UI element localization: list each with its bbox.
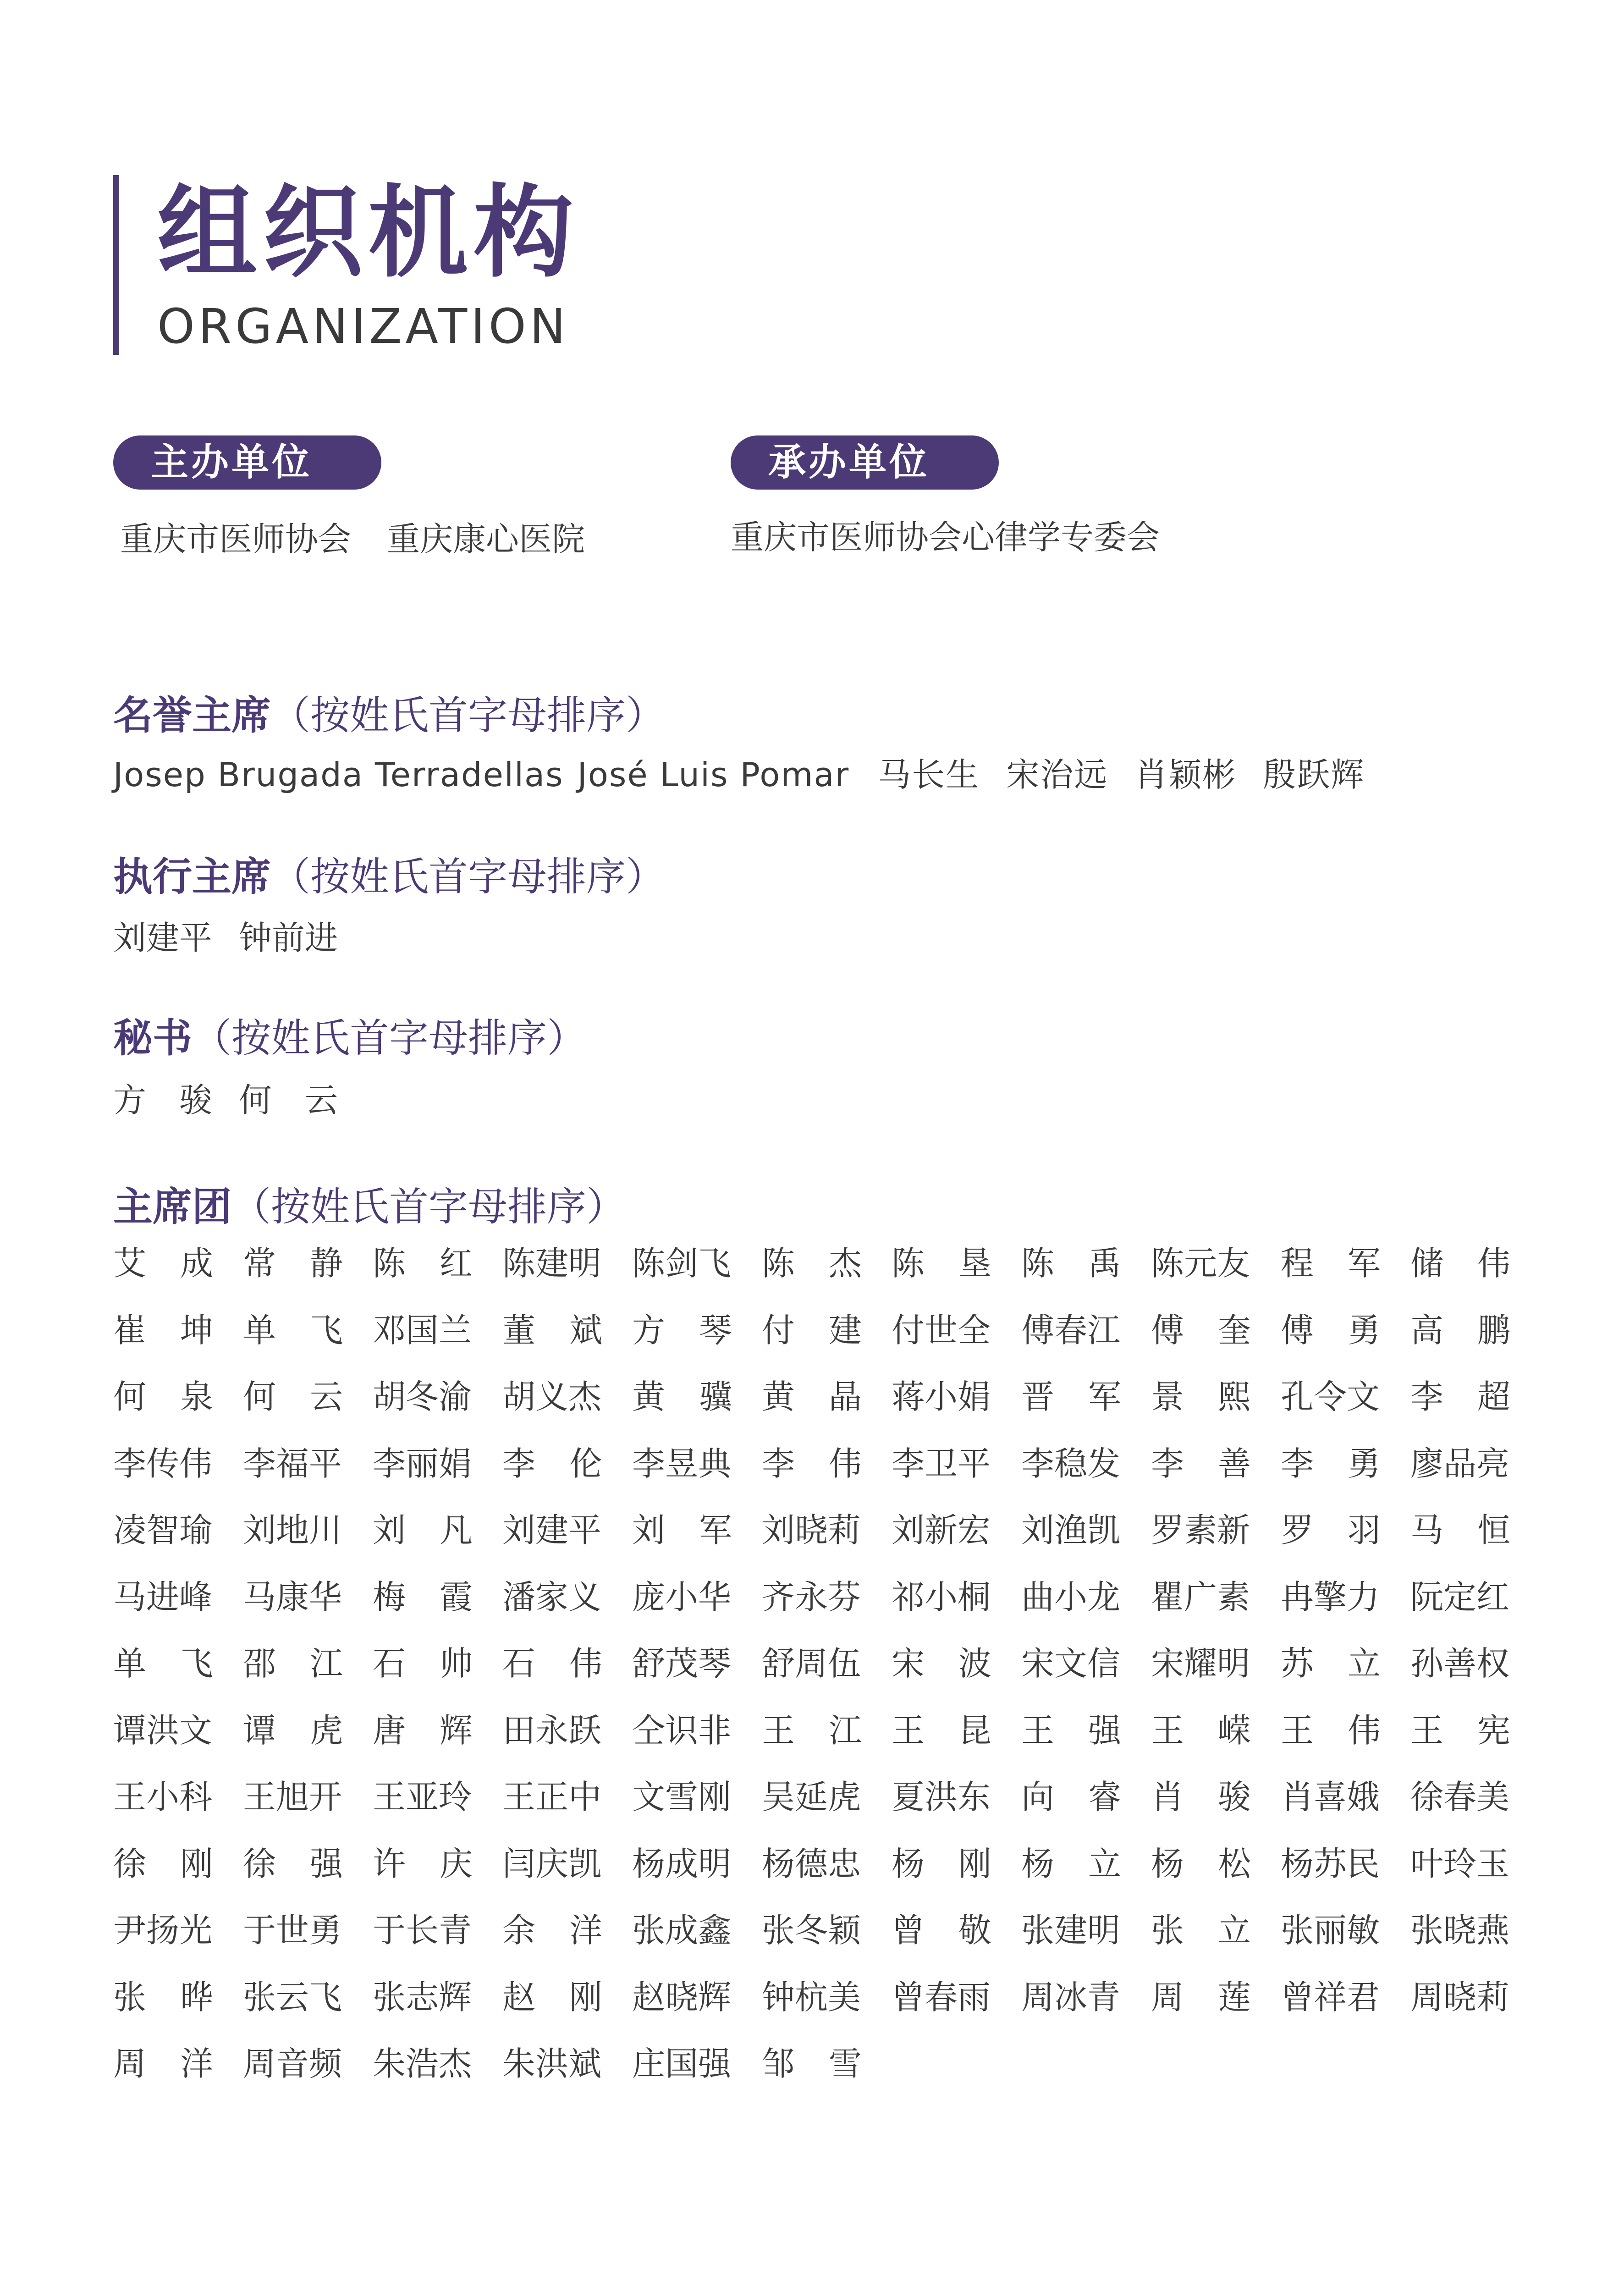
presidium-member-name [243,1844,343,1914]
presidium-member-name [1021,1711,1121,1781]
page-subtitle: ORGANIZATION [157,298,569,354]
name-char: 高 [1410,1311,1444,1350]
presidium-member-name [113,1644,213,1714]
presidium-member-name [1410,1377,1510,1447]
presidium-member-name: 赵晓辉 [632,1978,732,2017]
name-char: 储 [1410,1244,1444,1283]
name-char: 徐 [243,1844,276,1883]
name-char: 虎 [309,1711,343,1750]
name-char: 杰 [828,1244,862,1283]
presidium-member-name: 胡冬渝 [373,1377,472,1416]
name-char: 王 [1021,1711,1055,1750]
name-char: 江 [828,1711,862,1750]
presidium-member-name [373,1244,473,1314]
name-char: 晶 [828,1377,862,1416]
presidium-member-name [1021,1377,1121,1447]
executive-chair-name: 刘建平 [113,919,213,957]
name-char: 黄 [632,1377,666,1416]
presidium-member-name: 王小科 [113,1778,213,1816]
presidium-member-name: 蒋小娟 [892,1377,991,1416]
name-char: 睿 [1088,1778,1121,1816]
name-char: 程 [1281,1244,1314,1283]
presidium-member-name [762,1711,862,1781]
presidium-member-name: 廖品亮 [1410,1444,1510,1483]
name-char: 傅 [1281,1311,1314,1350]
name-char: 伦 [569,1444,602,1483]
presidium-member-name [762,1311,862,1381]
name-char: 禹 [1088,1244,1121,1283]
name-char: 江 [309,1644,343,1683]
presidium-member-name: 陈剑飞 [632,1244,732,1283]
presidium-member-name [892,1844,991,1914]
presidium-member-name: 李福平 [243,1444,342,1483]
name-char: 石 [502,1644,536,1683]
name-char: 伟 [828,1444,862,1483]
presidium-member-name [1281,1244,1381,1314]
presidium-member-name [1281,1311,1381,1381]
honorary-chair-name: 宋治远 [1006,755,1108,794]
presidium-member-name: 王亚玲 [373,1778,472,1816]
honorary-chairs-title: 名誉主席 [113,693,271,738]
presidium-member-name: 周音频 [243,2044,342,2083]
presidium-member-name [1281,1511,1381,1581]
name-char: 泉 [180,1377,213,1416]
presidium-member-name [762,1444,862,1514]
name-char: 斌 [569,1311,602,1350]
honorary-chair-name: Josep Brugada Terradellas [113,755,564,794]
name-char: 陈 [373,1244,406,1283]
name-char: 景 [1151,1377,1184,1416]
presidium-member-name: 王旭开 [243,1778,342,1816]
presidium-member-name: 刘建平 [502,1511,602,1549]
presidium-member-name [1021,1244,1121,1314]
name-char: 立 [1217,1911,1251,1950]
presidium-member-name: 张志辉 [373,1978,472,2017]
name-char: 宋 [892,1644,925,1683]
presidium-member-name [762,1377,862,1447]
name-char: 昆 [958,1711,991,1750]
presidium-member-name [892,1244,991,1314]
presidium-member-name: 李昱典 [632,1444,732,1483]
name-char: 洋 [569,1911,602,1950]
name-char: 陈 [1021,1244,1055,1283]
name-char: 伟 [1347,1711,1381,1750]
name-char: 王 [762,1711,795,1750]
name-char: 唐 [373,1711,406,1750]
presidium-member-name: 潘家义 [502,1577,602,1616]
presidium-member-name: 马康华 [243,1577,342,1616]
name-char: 波 [958,1644,991,1683]
name-char: 杨 [1151,1844,1184,1883]
presidium-member-name: 宋耀明 [1151,1644,1250,1683]
name-char: 坤 [180,1311,213,1350]
presidium-member-name: 肖喜娥 [1281,1778,1380,1816]
title-accent-bar [113,175,119,355]
name-char: 帅 [439,1644,473,1683]
presidium-member-name: 张丽敏 [1281,1911,1380,1950]
name-char: 琴 [699,1311,732,1350]
name-char: 崔 [113,1311,147,1350]
name-char: 庆 [439,1844,473,1883]
presidium-member-name: 杨德忠 [762,1844,861,1883]
presidium-member-name [632,1377,732,1447]
name-char: 王 [1410,1711,1444,1750]
executive-chairs-heading [113,854,665,900]
presidium-title: 主席团 [113,1184,231,1230]
name-char: 勇 [1347,1311,1381,1350]
name-char: 善 [1217,1444,1251,1483]
name-char: 曾 [892,1911,925,1950]
presidium-member-name: 文雪刚 [632,1778,732,1816]
name-char: 立 [1088,1844,1121,1883]
presidium-member-name: 李卫平 [892,1444,991,1483]
presidium-member-name [502,1444,602,1514]
name-char: 邹 [762,2044,795,2083]
presidium-member-name [373,1844,473,1914]
presidium-member-name [632,1511,732,1581]
honorary-chairs-list [113,755,1391,794]
presidium-member-name [113,1978,213,2048]
presidium-name-grid [113,1244,1525,2114]
name-char: 常 [243,1244,276,1283]
presidium-member-name: 曲小龙 [1021,1577,1121,1616]
secretaries-heading [113,1015,586,1061]
name-char: 强 [1088,1711,1121,1750]
presidium-member-name: 吴延虎 [762,1778,861,1816]
name-char: 羽 [1347,1511,1381,1549]
presidium-member-name [1151,1377,1251,1447]
presidium-member-name [243,1711,343,1781]
honorary-chair-name: 马长生 [878,755,980,794]
name-char: 肖 [1151,1778,1184,1816]
presidium-member-name: 刘渔凯 [1021,1511,1121,1549]
name-char: 赵 [502,1978,536,2017]
name-char: 王 [1151,1711,1184,1750]
presidium-member-name: 庄国强 [632,2044,732,2083]
name-char: 熙 [1217,1377,1251,1416]
presidium-member-name: 曾祥君 [1281,1978,1380,2017]
presidium-member-name: 舒周伍 [762,1644,861,1683]
presidium-member-name [632,1311,732,1381]
presidium-member-name: 陈元友 [1151,1244,1250,1283]
presidium-member-name: 张建明 [1021,1911,1121,1950]
name-char: 杨 [892,1844,925,1883]
presidium-member-name: 周冰青 [1021,1978,1121,2017]
presidium-member-name: 张云飞 [243,1978,342,2017]
name-char: 杨 [1021,1844,1055,1883]
presidium-member-name [502,1644,602,1714]
presidium-member-name: 李丽娟 [373,1444,472,1483]
name-char: 何 [113,1377,147,1416]
name-char: 垦 [958,1244,991,1283]
presidium-member-name: 王正中 [502,1778,602,1816]
name-char: 陈 [892,1244,925,1283]
name-char: 梅 [373,1577,406,1616]
name-char: 军 [699,1511,732,1549]
presidium-member-name: 杨成明 [632,1844,732,1883]
presidium-member-name [1281,1711,1381,1781]
presidium-member-name: 闫庆凯 [502,1844,602,1883]
presidium-member-name: 叶玲玉 [1410,1844,1510,1883]
presidium-member-name [502,1311,602,1381]
name-char: 飞 [309,1311,343,1350]
host-unit-badge: 主办单位 [113,435,381,490]
name-char: 李 [1410,1377,1444,1416]
presidium-member-name [892,1711,991,1781]
presidium-member-name: 于世勇 [243,1911,342,1950]
secretaries-note: （按姓氏首字母排序） [192,1015,586,1061]
name-char: 苏 [1281,1644,1314,1683]
executive-chairs-note: （按姓氏首字母排序） [271,854,665,900]
name-char: 洋 [180,2044,213,2083]
name-char: 勇 [1347,1444,1381,1483]
host-unit-1: 重庆市医师协会 [120,520,352,558]
presidium-member-name [113,1244,213,1314]
name-char: 王 [892,1711,925,1750]
presidium-member-name: 宋文信 [1021,1644,1121,1683]
name-char: 艾 [113,1244,147,1283]
name-char: 军 [1347,1244,1381,1283]
name-char: 松 [1217,1844,1251,1883]
presidium-member-name [1410,1711,1510,1781]
name-char: 李 [1151,1444,1184,1483]
presidium-member-name [1151,1711,1251,1781]
presidium-member-name [1021,1844,1121,1914]
name-char: 宪 [1477,1711,1510,1750]
presidium-member-name [502,1911,602,1981]
name-char: 张 [113,1978,147,2017]
name-char: 谭 [243,1711,276,1750]
presidium-member-name [1281,1644,1381,1714]
name-char: 骏 [1217,1778,1251,1816]
presidium-member-name [892,1911,991,1981]
name-char: 雪 [828,2044,862,2083]
organizer-unit-list [731,518,1160,556]
honorary-chair-name: José Luis Pomar [577,755,850,794]
name-char: 李 [502,1444,536,1483]
presidium-member-name: 舒茂琴 [632,1644,732,1683]
presidium-member-name: 李稳发 [1021,1444,1121,1483]
presidium-member-name [1151,1444,1251,1514]
presidium-member-name [243,1311,343,1381]
presidium-member-name [243,1644,343,1714]
name-char: 余 [502,1911,536,1950]
presidium-member-name [373,1511,473,1581]
name-char: 建 [828,1311,862,1350]
name-char: 方 [632,1311,666,1350]
name-char: 鹏 [1477,1311,1510,1350]
page-title: 组织机构 [157,175,579,291]
secretary-name: 方 骏 [113,1081,213,1119]
presidium-heading [113,1184,626,1230]
executive-chairs-list [113,919,364,957]
name-char: 刚 [180,1844,213,1883]
presidium-member-name [243,1244,343,1314]
name-char: 马 [1410,1511,1444,1549]
name-char: 云 [309,1377,343,1416]
presidium-member-name [243,1377,343,1447]
secretaries-list [113,1081,364,1119]
organizer-unit-1: 重庆市医师协会心律学专委会 [731,518,1160,556]
presidium-member-name: 谭洪文 [113,1711,213,1750]
presidium-member-name: 尹扬光 [113,1911,213,1950]
presidium-member-name: 胡义杰 [502,1377,602,1416]
name-char: 恒 [1477,1511,1510,1549]
name-char: 陈 [762,1244,795,1283]
honorary-chairs-note: （按姓氏首字母排序） [271,693,665,738]
presidium-member-name: 张晓燕 [1410,1911,1510,1950]
presidium-member-name: 张冬颖 [762,1911,861,1950]
presidium-member-name [1021,1780,1121,1847]
presidium-member-name: 齐永芬 [762,1577,861,1616]
presidium-member-name: 孙善权 [1410,1644,1510,1683]
presidium-note: （按姓氏首字母排序） [231,1184,626,1230]
presidium-member-name: 仝识非 [632,1711,732,1750]
name-char: 立 [1347,1644,1381,1683]
name-char: 罗 [1281,1511,1314,1549]
name-char: 强 [309,1844,343,1883]
presidium-member-name: 刘地川 [243,1511,342,1549]
name-char: 邵 [243,1644,276,1683]
name-char: 刘 [373,1511,406,1549]
presidium-member-name: 刘晓莉 [762,1511,861,1549]
presidium-member-name: 钟杭美 [762,1978,861,2017]
presidium-member-name: 杨苏民 [1281,1844,1380,1883]
presidium-member-name: 庞小华 [632,1577,732,1616]
presidium-member-name: 马进峰 [113,1577,213,1616]
presidium-member-name: 李传伟 [113,1444,213,1483]
presidium-member-name [1410,1311,1510,1381]
presidium-member-name: 傅春江 [1021,1311,1121,1350]
executive-chair-name: 钟前进 [239,919,338,957]
name-char: 许 [373,1844,406,1883]
honorary-chairs-heading [113,693,665,738]
name-char: 刘 [632,1511,666,1549]
name-char: 周 [1151,1978,1184,2017]
name-char: 嵘 [1217,1711,1251,1750]
presidium-member-name: 田永跃 [502,1711,602,1750]
presidium-member-name: 孔令文 [1281,1377,1380,1416]
name-char: 单 [113,1644,147,1683]
presidium-member-name: 邓国兰 [373,1311,472,1350]
name-char: 莲 [1217,1978,1251,2017]
presidium-member-name [892,1644,991,1714]
name-char: 敬 [958,1911,991,1950]
presidium-member-name: 周晓莉 [1410,1978,1510,2017]
presidium-member-name: 冉擎力 [1281,1577,1380,1616]
name-char: 付 [762,1311,795,1350]
presidium-member-name: 凌智瑜 [113,1511,213,1549]
presidium-member-name: 朱洪斌 [502,2044,602,2083]
presidium-member-name: 瞿广素 [1151,1577,1250,1616]
name-char: 辉 [439,1711,473,1750]
presidium-member-name [373,1644,473,1714]
presidium-member-name [1410,1244,1510,1314]
presidium-member-name: 陈建明 [502,1244,602,1283]
name-char: 何 [243,1377,276,1416]
name-char: 飞 [180,1644,213,1683]
name-char: 刚 [569,1978,602,2017]
presidium-member-name [113,2044,213,2114]
name-char: 军 [1088,1377,1121,1416]
secretaries-title: 秘书 [113,1015,192,1061]
name-char: 超 [1477,1377,1510,1416]
name-char: 霞 [439,1577,473,1616]
name-char: 李 [1281,1444,1314,1483]
name-char: 单 [243,1311,276,1350]
host-unit-list [120,520,621,558]
name-char: 伟 [569,1644,602,1683]
name-char: 刚 [958,1844,991,1883]
name-char: 晔 [180,1978,213,2017]
presidium-member-name [762,1244,862,1314]
name-char: 徐 [113,1844,147,1883]
presidium-member-name [1151,1911,1251,1981]
name-char: 红 [439,1244,473,1283]
presidium-member-name [1410,1511,1510,1581]
name-char: 张 [1151,1911,1184,1950]
name-char: 静 [309,1244,343,1283]
name-char: 向 [1021,1778,1055,1816]
presidium-member-name: 于长青 [373,1911,472,1950]
organizer-unit-badge: 承办单位 [731,435,999,490]
presidium-member-name [1151,1978,1251,2048]
name-char: 董 [502,1311,536,1350]
presidium-member-name: 夏洪东 [892,1778,991,1816]
presidium-member-name: 徐春美 [1410,1778,1510,1816]
presidium-member-name [762,2044,862,2114]
name-char: 凡 [439,1511,473,1549]
presidium-member-name [373,1711,473,1781]
presidium-member-name: 祁小桐 [892,1577,991,1616]
name-char: 奎 [1217,1311,1251,1350]
presidium-member-name: 朱浩杰 [373,2044,472,2083]
presidium-member-name [1281,1444,1381,1514]
name-char: 石 [373,1644,406,1683]
presidium-member-name [1151,1844,1251,1914]
name-char: 成 [180,1244,213,1283]
honorary-chair-name: 肖颖彬 [1134,755,1237,794]
host-unit-2: 重庆康心医院 [387,520,585,558]
presidium-member-name [1151,1311,1251,1381]
honorary-chair-name: 殷跃辉 [1263,755,1365,794]
name-char: 王 [1281,1711,1314,1750]
presidium-member-name [502,1978,602,2048]
presidium-member-name [113,1377,213,1447]
name-char: 周 [113,2044,147,2083]
executive-chairs-title: 执行主席 [113,854,271,900]
name-char: 伟 [1477,1244,1510,1283]
name-char: 晋 [1021,1377,1055,1416]
presidium-member-name: 付世全 [892,1311,991,1350]
presidium-member-name: 曾春雨 [892,1978,991,2017]
presidium-member-name [1151,1780,1251,1847]
presidium-member-name [113,1844,213,1914]
name-char: 骥 [699,1377,732,1416]
name-char: 李 [762,1444,795,1483]
presidium-member-name: 罗素新 [1151,1511,1250,1549]
presidium-member-name: 刘新宏 [892,1511,991,1549]
presidium-member-name: 阮定红 [1410,1577,1510,1616]
name-char: 傅 [1151,1311,1184,1350]
name-char: 黄 [762,1377,795,1416]
presidium-member-name [373,1577,473,1647]
secretary-name: 何 云 [239,1081,338,1119]
presidium-member-name: 张成鑫 [632,1911,732,1950]
presidium-member-name [113,1311,213,1381]
